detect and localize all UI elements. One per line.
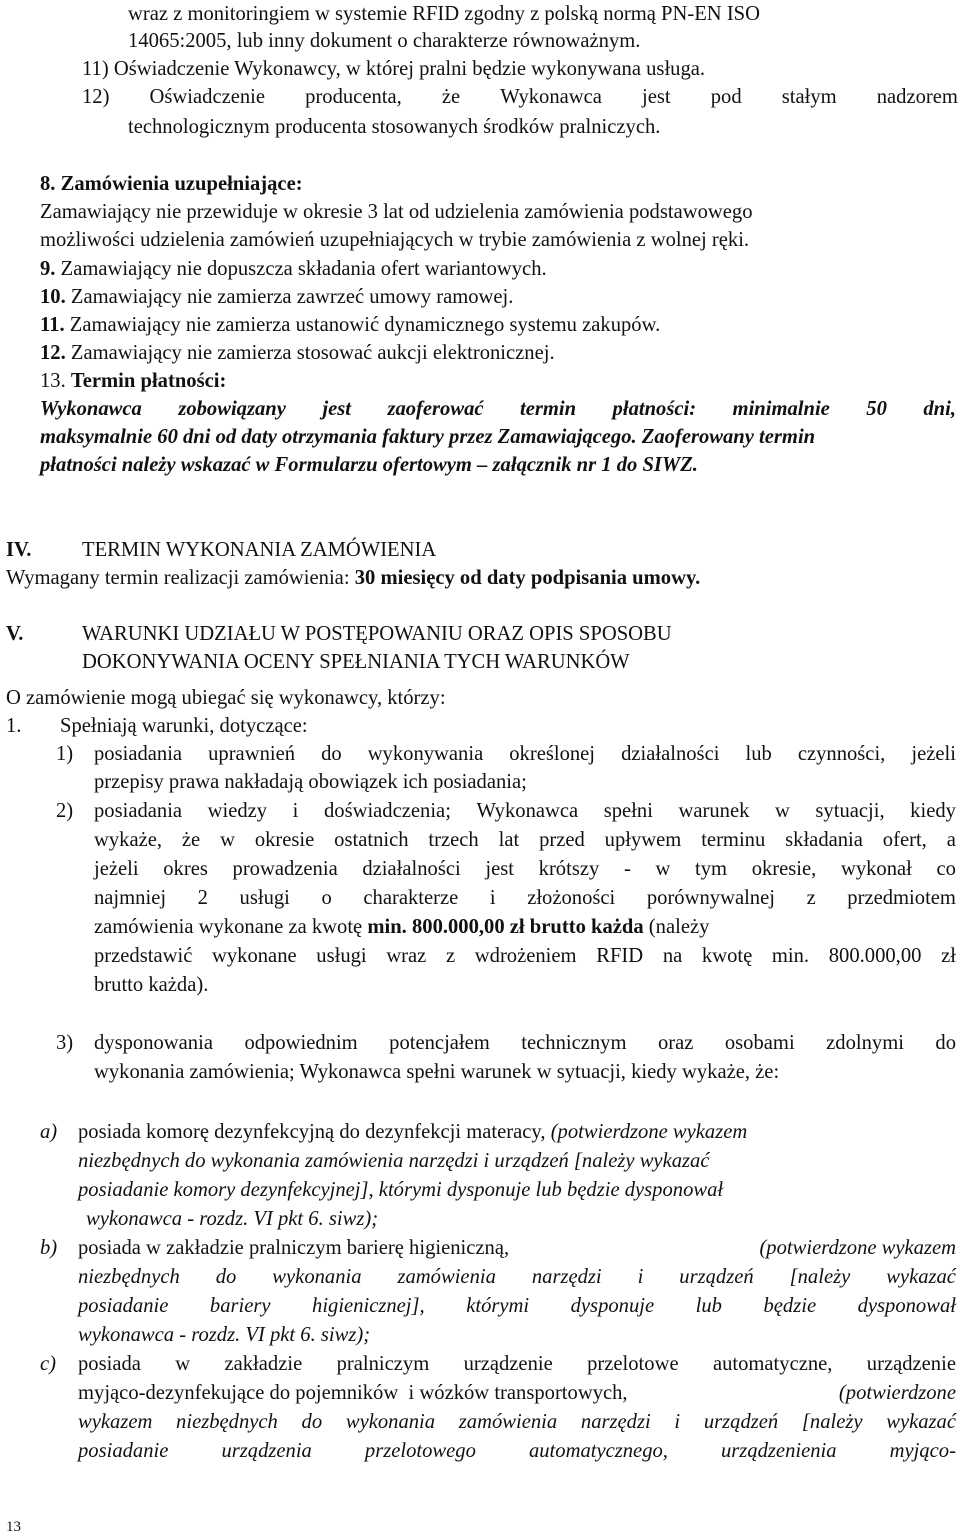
word: co xyxy=(936,858,956,880)
word: bariery xyxy=(209,1295,271,1317)
section-number: V. xyxy=(6,623,24,645)
text-bold: min. 800.000,00 zł brutto każda xyxy=(367,916,644,938)
text xyxy=(94,884,956,913)
word: wykaże, xyxy=(94,829,163,851)
word: jest xyxy=(485,858,514,880)
text: posiada komorę dezynfekcyjną do dezynfekcji materacy, xyxy=(78,1121,546,1143)
word: pralniczym xyxy=(336,1353,430,1375)
word: wykonania xyxy=(272,1266,362,1288)
text: Zamawiający nie przewiduje w okresie 3 lat od udzielenia zamówienia podstawowego xyxy=(40,201,753,223)
section-title: Zamówienia uzupełniające: xyxy=(60,173,303,195)
section-title: WARUNKI UDZIAŁU W POSTĘPOWANIU ORAZ OPIS SPOSOBU xyxy=(82,623,672,645)
text: maksymalnie 60 dni od daty otrzymania faktury przez Zamawiającego. Zaoferowany termin xyxy=(40,426,816,448)
sub-item-line xyxy=(94,971,208,1000)
sub-item-line xyxy=(94,884,956,913)
sub-item-line xyxy=(94,855,956,884)
word: 50 xyxy=(866,398,887,420)
word: sytuacji, xyxy=(815,800,885,822)
text-italic: (potwierdzone wykazem xyxy=(550,1121,748,1143)
section-number: 10. xyxy=(40,286,66,308)
text: zamówienia wykonane za kwotę xyxy=(94,916,368,938)
paragraph xyxy=(40,395,956,424)
word: którymi xyxy=(466,1295,530,1317)
word: dni, xyxy=(923,398,956,420)
text xyxy=(94,797,956,826)
word: zakładzie xyxy=(224,1353,303,1375)
letter-label xyxy=(40,1118,57,1147)
word: urządzenie xyxy=(866,1353,956,1375)
sub-item-line xyxy=(94,1058,779,1087)
word: narzędzi xyxy=(580,1411,651,1433)
section-number: 12. xyxy=(40,342,66,364)
text: technologicznym producenta stosowanych środków pralniczych. xyxy=(128,116,661,138)
word: Wykonawca xyxy=(40,398,142,420)
sub-item-line xyxy=(94,740,956,769)
word: 12) xyxy=(82,86,110,108)
sub-item-line xyxy=(94,768,527,797)
word: dysponowania xyxy=(94,1032,213,1054)
section-13-heading xyxy=(40,367,226,396)
word: upływem xyxy=(604,829,682,851)
word: zł xyxy=(941,945,956,967)
item-letter: b) xyxy=(40,1237,58,1259)
word: przelotowe xyxy=(587,1353,679,1375)
text: płatności należy wskazać w Formularzu ofertowym – załącznik nr 1 do SIWZ. xyxy=(40,454,698,476)
text xyxy=(94,826,956,855)
letter-line xyxy=(78,1263,956,1292)
word: wykazać xyxy=(886,1266,956,1288)
word: urządzeń xyxy=(703,1411,779,1433)
letter-label xyxy=(40,1350,56,1379)
word: i xyxy=(489,887,496,909)
text xyxy=(78,1263,956,1292)
word: w xyxy=(175,1353,191,1375)
text xyxy=(82,83,958,112)
word: automatyczne, xyxy=(712,1353,833,1375)
word: wykonywania xyxy=(367,743,484,765)
letter-line xyxy=(78,1379,956,1408)
sub-item-line xyxy=(94,826,956,855)
word: 2 xyxy=(197,887,208,909)
word: wdrożeniem xyxy=(474,945,577,967)
word: Wykonawca xyxy=(500,86,602,108)
word: płatności: xyxy=(612,398,697,420)
word: wraz xyxy=(386,945,427,967)
word: okres xyxy=(163,858,208,880)
letter-line xyxy=(78,1147,709,1176)
word: złożoności xyxy=(527,887,616,909)
text: wykonania zamówienia; Wykonawca spełni warunek w sytuacji, kiedy wykaże, że: xyxy=(94,1061,780,1083)
word: jest xyxy=(642,86,671,108)
text: Spełniają warunki, dotyczące: xyxy=(60,715,308,737)
word: działalności xyxy=(621,743,720,765)
word: niezbędnych xyxy=(176,1411,278,1433)
word: jeżeli xyxy=(94,858,139,880)
text: brutto każda). xyxy=(94,974,209,996)
section-number: 8. xyxy=(40,173,56,195)
list-line xyxy=(128,27,640,56)
word: tym xyxy=(694,858,728,880)
word: warunek xyxy=(678,800,750,822)
word: do xyxy=(301,1411,323,1433)
word: min. xyxy=(771,945,810,967)
letter-line xyxy=(78,1234,956,1263)
word: wykonane xyxy=(212,945,297,967)
word: Oświadczenie xyxy=(149,86,266,108)
letter-line xyxy=(86,1205,378,1234)
word: minimalnie xyxy=(732,398,830,420)
paragraph xyxy=(40,226,749,255)
text-italic: (potwierdzone xyxy=(838,1382,956,1404)
word: ostatnich xyxy=(334,829,409,851)
word: w xyxy=(774,800,790,822)
section-title: TERMIN WYKONANIA ZAMÓWIENIA xyxy=(82,539,437,561)
word: lub xyxy=(745,743,772,765)
section-iv-title xyxy=(82,536,436,565)
word: do xyxy=(321,743,342,765)
letter-line xyxy=(78,1350,956,1379)
word: urządzenia xyxy=(221,1440,312,1462)
word: stałym xyxy=(781,86,837,108)
section-11 xyxy=(40,311,660,340)
word: okresie xyxy=(254,829,315,851)
word: pod xyxy=(710,86,742,108)
item-letter: c) xyxy=(40,1353,56,1375)
word: zobowiązany xyxy=(178,398,286,420)
text: Wymagany termin realizacji zamówienia: xyxy=(6,567,355,589)
section-number: 9. xyxy=(40,258,56,280)
word: technicznym xyxy=(521,1032,627,1054)
word: - xyxy=(623,858,631,880)
text xyxy=(78,1292,956,1321)
word: do xyxy=(215,1266,237,1288)
word: zdolnymi xyxy=(826,1032,904,1054)
word: przelotowego xyxy=(364,1440,476,1462)
text xyxy=(94,942,956,971)
text: Zamawiający nie zamierza stosować aukcji elektronicznej. xyxy=(70,342,555,364)
word: posiadanie xyxy=(78,1295,169,1317)
word: posiadanie xyxy=(78,1440,169,1462)
word: i xyxy=(637,1266,644,1288)
item-letter: a) xyxy=(40,1121,58,1143)
text xyxy=(94,740,956,769)
word: i xyxy=(674,1411,681,1433)
word: osobami xyxy=(724,1032,795,1054)
word: [należy xyxy=(801,1411,863,1433)
text: myjąco-dezynfekujące do pojemników i wózków transportowych, xyxy=(78,1382,628,1404)
section-title: DOKONYWANIA OCENY SPEŁNIANIA TYCH WARUNKÓW xyxy=(82,651,630,673)
text: wykonawca - rozdz. VI pkt 6. siwz); xyxy=(86,1208,379,1230)
word: charakterze xyxy=(363,887,459,909)
word: na xyxy=(662,945,683,967)
word: RFID xyxy=(596,945,644,967)
word: zaoferować xyxy=(387,398,484,420)
word: działalności xyxy=(362,858,461,880)
word: automatycznego, xyxy=(528,1440,668,1462)
word: uprawnień xyxy=(208,743,296,765)
word: z xyxy=(806,887,816,909)
list-item-12 xyxy=(82,83,958,112)
letter-line xyxy=(78,1176,723,1205)
word: usługi xyxy=(239,887,290,909)
word: krótszy xyxy=(538,858,600,880)
item-number: 1) xyxy=(56,743,74,765)
word: przed xyxy=(539,829,585,851)
sub-item-number xyxy=(56,740,73,769)
text: wraz z monitoringiem w systemie RFID zgodny z polską normą PN-EN ISO xyxy=(128,3,761,25)
section-v-title-cont xyxy=(82,648,630,677)
word: myjąco- xyxy=(889,1440,956,1462)
word: doświadczenia; xyxy=(323,800,451,822)
section-number: 13. xyxy=(40,370,66,392)
word: nadzorem xyxy=(876,86,958,108)
letter-label xyxy=(40,1234,57,1263)
text: posiadanie komory dezynfekcyjnej], którymi dysponuje lub będzie dysponował xyxy=(78,1179,724,1201)
word: wiedzy xyxy=(207,800,268,822)
list-line xyxy=(128,0,958,29)
text: niezbędnych do wykonania zamówienia narzędzi i urządzeń [należy wykazać xyxy=(78,1150,710,1172)
text: 14065:2005, lub inny dokument o charakterze równoważnym. xyxy=(128,30,641,52)
word: oraz xyxy=(657,1032,694,1054)
text: 11) Oświadczenie Wykonawcy, w której pralni będzie wykonywana usługa. xyxy=(82,58,706,80)
text xyxy=(40,395,956,424)
word: a xyxy=(946,829,956,851)
sub-item-line xyxy=(94,797,956,826)
page-number: 13 xyxy=(6,1519,21,1535)
sub-item-line xyxy=(94,942,956,971)
word: że xyxy=(181,829,201,851)
text xyxy=(94,855,956,884)
word: najmniej xyxy=(94,887,167,909)
sub-item-number xyxy=(56,797,73,826)
word: określonej xyxy=(509,743,596,765)
word: składania xyxy=(785,829,863,851)
word: lub xyxy=(695,1295,722,1317)
word: wykonania xyxy=(345,1411,436,1433)
section-10 xyxy=(40,283,513,312)
word: i xyxy=(292,800,299,822)
letter-line xyxy=(78,1292,956,1321)
word: terminu xyxy=(701,829,766,851)
word: wykazać xyxy=(886,1411,956,1433)
word: Wykonawca xyxy=(476,800,579,822)
word: wykonał xyxy=(840,858,912,880)
word: niezbędnych xyxy=(78,1266,180,1288)
word: czynności, xyxy=(797,743,886,765)
word: termin xyxy=(520,398,577,420)
word: przedstawić xyxy=(94,945,193,967)
text: Zamawiający nie dopuszcza składania ofert wariantowych. xyxy=(60,258,547,280)
word: narzędzi xyxy=(531,1266,602,1288)
text xyxy=(78,1408,956,1437)
word: trzech xyxy=(428,829,479,851)
section-9 xyxy=(40,255,547,284)
word: urządzeń xyxy=(679,1266,754,1288)
section-12 xyxy=(40,339,555,368)
word: jest xyxy=(322,398,351,420)
word: z xyxy=(445,945,456,967)
text xyxy=(78,1350,956,1379)
text-bold: 30 miesięcy od daty podpisania umowy. xyxy=(354,567,701,589)
letter-line xyxy=(78,1321,370,1350)
text xyxy=(94,1029,956,1058)
word: higienicznej], xyxy=(312,1295,425,1317)
word: potencjałem xyxy=(389,1032,490,1054)
word: do xyxy=(935,1032,956,1054)
section-8-heading xyxy=(40,170,303,199)
word: posiadania xyxy=(94,800,183,822)
paragraph xyxy=(40,451,698,480)
item-number: 3) xyxy=(56,1032,74,1054)
word: jeżeli xyxy=(911,743,956,765)
word: odpowiednim xyxy=(244,1032,358,1054)
word: będzie xyxy=(763,1295,817,1317)
word: [należy xyxy=(789,1266,851,1288)
text: O zamówienie mogą ubiegać się wykonawcy, którzy: xyxy=(6,687,446,709)
list-item-12-cont xyxy=(128,113,660,142)
word: zamówienia xyxy=(397,1266,496,1288)
list-item-11 xyxy=(82,55,705,84)
word: usługi xyxy=(316,945,367,967)
word: posiada xyxy=(78,1353,141,1375)
word: że xyxy=(441,86,461,108)
text: przepisy prawa nakładają obowiązek ich posiadania; xyxy=(94,771,527,793)
word: spełni xyxy=(603,800,653,822)
word: ofert, xyxy=(882,829,927,851)
letter-line xyxy=(78,1408,956,1437)
word: kiedy xyxy=(910,800,956,822)
word: porównywalnej xyxy=(646,887,775,909)
text-italic: (potwierdzone wykazem xyxy=(759,1237,956,1259)
paragraph xyxy=(6,564,700,593)
word: dysponuje xyxy=(570,1295,655,1317)
paragraph xyxy=(6,684,446,713)
letter-line xyxy=(78,1437,956,1466)
letter-line xyxy=(78,1118,747,1147)
word: w xyxy=(220,829,235,851)
word: przedmiotem xyxy=(847,887,956,909)
word: urządzenienia xyxy=(721,1440,837,1462)
word: kwotę xyxy=(701,945,753,967)
word: o xyxy=(321,887,332,909)
section-v-title xyxy=(82,620,672,649)
text: (należy xyxy=(643,916,710,938)
paragraph xyxy=(40,198,956,227)
item-number: 2) xyxy=(56,800,74,822)
sub-item-line xyxy=(94,1029,956,1058)
text: Zamawiający nie zamierza ustanowić dynamicznego systemu zakupów. xyxy=(69,314,661,336)
text: Zamawiający nie zamierza zawrzeć umowy ramowej. xyxy=(70,286,514,308)
item-number: 1. xyxy=(6,715,22,737)
section-v-heading xyxy=(6,620,23,649)
word: wykazem xyxy=(78,1411,153,1433)
text xyxy=(78,1437,956,1466)
text: wykonawca - rozdz. VI pkt 6. siwz); xyxy=(78,1324,371,1346)
word: 800.000,00 xyxy=(828,945,922,967)
text: posiada w zakładzie pralniczym barierę higieniczną, xyxy=(78,1237,510,1259)
word: prowadzenia xyxy=(232,858,338,880)
sub-item-number xyxy=(56,1029,73,1058)
word: w xyxy=(655,858,671,880)
word: dysponował xyxy=(857,1295,956,1317)
section-iv-heading xyxy=(6,536,31,565)
word: producenta, xyxy=(305,86,402,108)
list-item xyxy=(6,712,21,741)
section-title: Termin płatności: xyxy=(70,370,227,392)
paragraph xyxy=(40,423,815,452)
word: lat xyxy=(498,829,520,851)
section-number: IV. xyxy=(6,539,32,561)
section-number: 11. xyxy=(40,314,65,336)
word: okresie, xyxy=(751,858,817,880)
list-item xyxy=(60,712,308,741)
sub-item-line xyxy=(94,913,956,942)
word: zamówienia xyxy=(458,1411,558,1433)
word: posiadania xyxy=(94,743,183,765)
text: możliwości udzielenia zamówień uzupełniających w trybie zamówienia z wolnej ręki. xyxy=(40,229,750,251)
word: urządzenie xyxy=(463,1353,553,1375)
